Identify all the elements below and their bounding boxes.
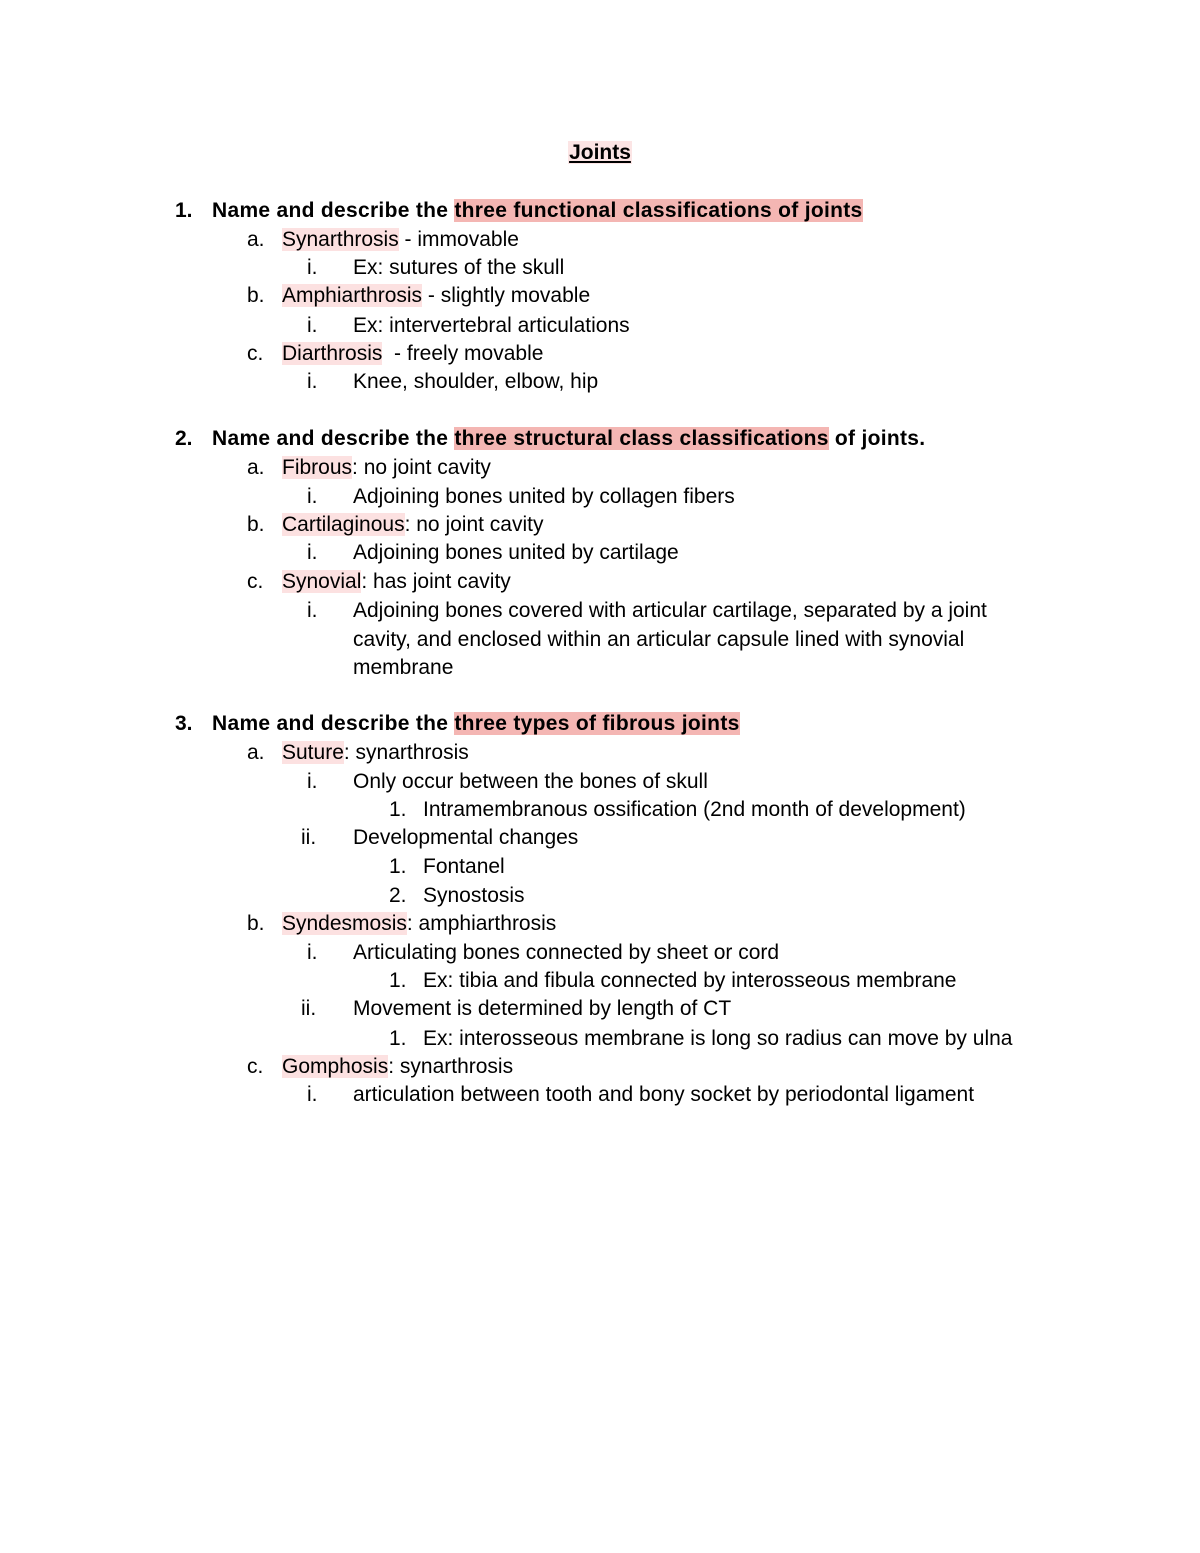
q2-c-rest: : has joint cavity <box>361 570 511 593</box>
q3-a-ii-marker: ii. <box>301 826 317 849</box>
q2-heading <box>212 425 925 453</box>
q2-b-marker: b. <box>247 513 265 536</box>
q3-b-item <box>282 910 556 938</box>
q3-b-i-1-text: Ex: tibia and fibula connected by interosseous membrane <box>423 969 957 992</box>
q2-c-marker: c. <box>247 570 264 593</box>
q1-c-term: Diarthrosis <box>282 342 383 365</box>
q1-a-i-marker: i. <box>307 256 318 279</box>
q3-b-term: Syndesmosis <box>282 912 407 935</box>
q1-b-rest: - slightly movable <box>422 284 591 307</box>
title-text: Joints <box>569 141 631 164</box>
q2-a-term: Fibrous <box>282 456 353 479</box>
q2-b-term: Cartilaginous <box>282 513 405 536</box>
q3-b-ii-1-text: Ex: interosseous membrane is long so radius can move by ulna <box>423 1027 1013 1050</box>
q2-c-item <box>282 568 511 596</box>
q1-b-i-text: Ex: intervertebral articulations <box>353 314 630 337</box>
q2-a-marker: a. <box>247 456 265 479</box>
q3-a-term: Suture <box>282 741 344 764</box>
q3-prefix: Name and describe the <box>212 712 455 735</box>
q1-b-marker: b. <box>247 284 265 307</box>
q3-c-marker: c. <box>247 1055 264 1078</box>
q3-c-i-marker: i. <box>307 1083 318 1106</box>
q3-a-i-1-text: Intramembranous ossification (2nd month of development) <box>423 798 966 821</box>
q1-a-item <box>282 226 519 254</box>
q2-suffix: of joints. <box>828 427 926 450</box>
q3-b-marker: b. <box>247 912 265 935</box>
q3-b-ii-marker: ii. <box>301 997 317 1020</box>
q1-c-i-marker: i. <box>307 370 318 393</box>
q2-a-i-text: Adjoining bones united by collagen fibers <box>353 485 735 508</box>
q3-c-rest: : synarthrosis <box>388 1055 514 1078</box>
q3-heading <box>212 710 740 738</box>
q2-prefix: Name and describe the <box>212 427 455 450</box>
q1-a-i-text: Ex: sutures of the skull <box>353 256 565 279</box>
q2-a-i-marker: i. <box>307 485 318 508</box>
q1-b-item <box>282 282 590 310</box>
q3-b-rest: : amphiarthrosis <box>406 912 557 935</box>
q1-c-marker: c. <box>247 342 264 365</box>
q2-b-i-text: Adjoining bones united by cartilage <box>353 541 679 564</box>
q1-c-item <box>282 340 543 368</box>
q3-a-ii-2-text: Synostosis <box>423 884 525 907</box>
q1-highlight: three functional classifications of joints <box>454 199 863 222</box>
q2-marker: 2. <box>175 427 193 450</box>
q2-c-term: Synovial <box>282 570 362 593</box>
q2-b-item <box>282 511 543 539</box>
q2-c-i-text: Adjoining bones covered with articular cartilage, separated by a joint cavity, and enclosed within an articular capsule lined with synovial membrane <box>353 599 987 679</box>
q3-c-item <box>282 1053 513 1081</box>
q2-b-rest: : no joint cavity <box>404 513 544 536</box>
q1-a-rest: - immovable <box>398 228 519 251</box>
q3-a-i-1-marker: 1. <box>389 798 407 821</box>
q1-c-i-text: Knee, shoulder, elbow, hip <box>353 370 599 393</box>
q1-a-term: Synarthrosis <box>282 228 399 251</box>
q3-marker: 3. <box>175 712 193 735</box>
q3-b-i-marker: i. <box>307 941 318 964</box>
q3-highlight: three types of fibrous joints <box>454 712 740 735</box>
q3-b-i-1-marker: 1. <box>389 969 407 992</box>
q3-a-i-marker: i. <box>307 770 318 793</box>
q3-a-i-text: Only occur between the bones of skull <box>353 770 708 793</box>
q2-b-i-marker: i. <box>307 541 318 564</box>
q2-a-rest: : no joint cavity <box>352 456 491 479</box>
q3-b-i-text: Articulating bones connected by sheet or cord <box>353 941 780 964</box>
page-title <box>0 139 1200 167</box>
q2-highlight: three structural class classifications <box>454 427 829 450</box>
q2-c-i-marker: i. <box>307 599 318 622</box>
q3-a-marker: a. <box>247 741 265 764</box>
q3-a-ii-2-marker: 2. <box>389 884 407 907</box>
q1-b-term: Amphiarthrosis <box>282 284 423 307</box>
q3-c-term: Gomphosis <box>282 1055 389 1078</box>
q1-a-marker: a. <box>247 228 265 251</box>
q3-a-ii-1-marker: 1. <box>389 855 407 878</box>
q1-b-i-marker: i. <box>307 314 318 337</box>
q1-marker: 1. <box>175 199 193 222</box>
q1-heading <box>212 197 863 225</box>
q3-b-ii-text: Movement is determined by length of CT <box>353 997 732 1020</box>
q3-b-ii-1-marker: 1. <box>389 1027 407 1050</box>
q3-a-rest: : synarthrosis <box>343 741 469 764</box>
q1-prefix: Name and describe the <box>212 199 455 222</box>
q3-a-ii-text: Developmental changes <box>353 826 579 849</box>
q2-a-item <box>282 454 491 482</box>
q3-c-i-text: articulation between tooth and bony socket by periodontal ligament <box>353 1083 975 1106</box>
q3-a-item <box>282 739 469 767</box>
q1-c-rest: - freely movable <box>382 342 544 365</box>
q3-a-ii-1-text: Fontanel <box>423 855 505 878</box>
